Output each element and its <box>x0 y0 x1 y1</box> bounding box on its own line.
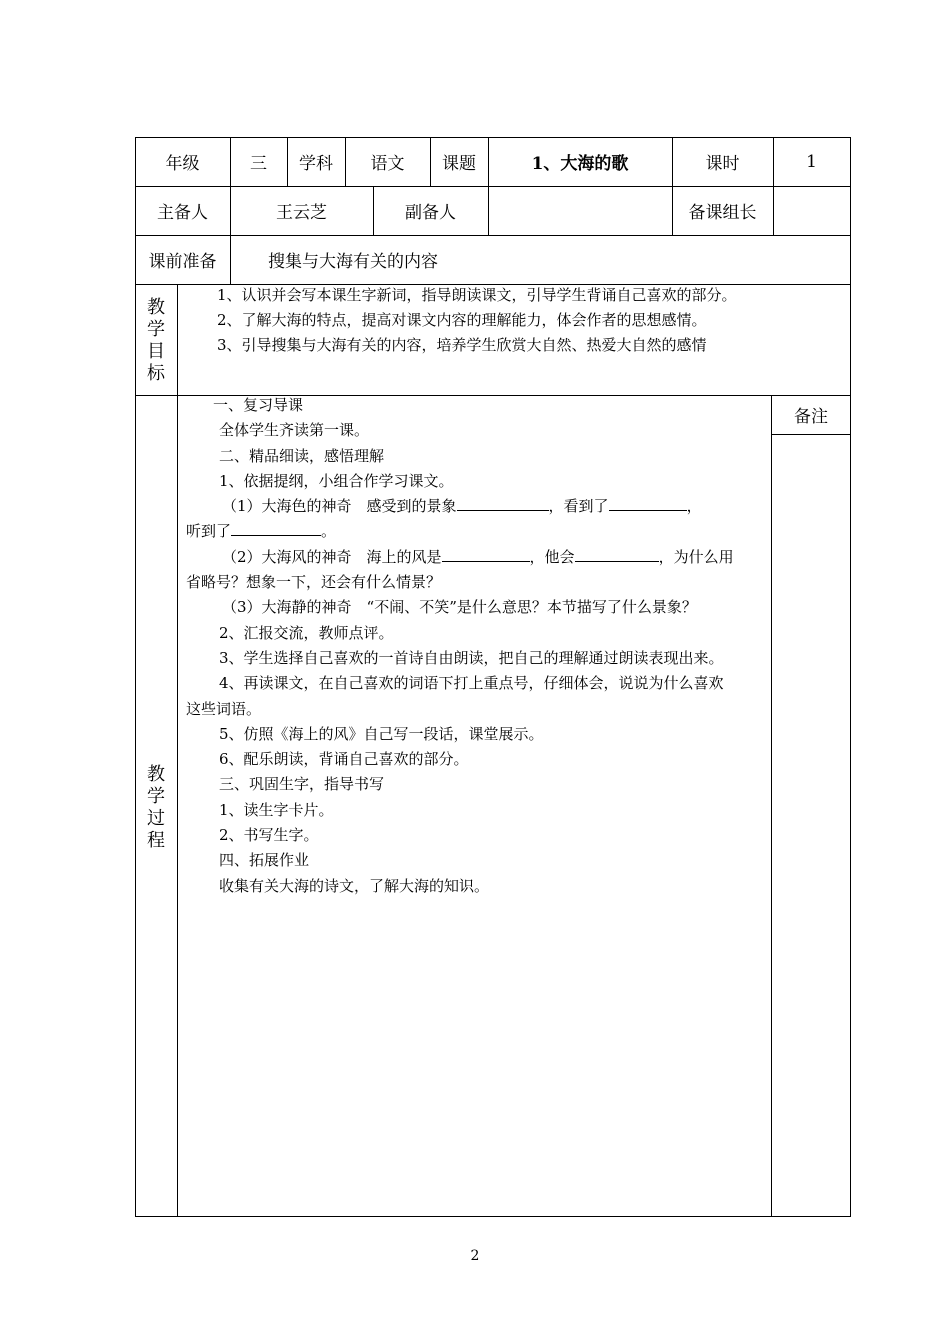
table-border-left <box>135 137 136 1217</box>
process-line: 这些词语。 <box>186 699 262 718</box>
fill-blank[interactable] <box>575 547 659 562</box>
process-line: 4、再读课文，在自己喜欢的词语下打上重点号，仔细体会，说说为什么喜欢 <box>219 674 724 693</box>
grid-v <box>771 395 772 1217</box>
process-line: 收集有关大海的诗文，了解大海的知识。 <box>219 876 490 895</box>
page-number: 2 <box>470 1248 480 1264</box>
process-line: 1、依据提纲，小组合作学习课文。 <box>219 471 454 490</box>
grid-v <box>230 235 231 284</box>
subject-value: 语文 <box>370 154 405 174</box>
process-line: 全体学生齐读第一课。 <box>219 421 370 440</box>
main-preparer-label: 主备人 <box>157 203 208 223</box>
process-line <box>186 494 768 519</box>
process-line <box>186 545 768 570</box>
group-leader-label: 备课组长 <box>688 203 757 223</box>
process-line: 3、学生选择自己喜欢的一首诗自由朗读，把自己的理解通过朗读表现出来。 <box>219 648 724 667</box>
line-text: ，他会 <box>529 547 575 566</box>
process-line: 2、书写生字。 <box>219 826 319 845</box>
period-label: 课时 <box>705 154 740 174</box>
fill-blank[interactable] <box>457 496 549 511</box>
fill-blank[interactable] <box>231 521 321 536</box>
group-leader-value <box>773 186 850 235</box>
fill-blank[interactable] <box>609 496 687 511</box>
topic-value: 1、大海的歌 <box>531 154 629 174</box>
process-line: 省略号？想象一下，还会有什么情景？ <box>186 573 442 592</box>
line-text: 。 <box>321 522 337 541</box>
line-text: （1）大海色的神奇 感受到的景象 <box>222 497 457 516</box>
grid-v <box>177 284 178 1217</box>
remarks-label: 备注 <box>794 407 828 427</box>
objective-item-1: 1、认识并会写本课生字新词，指导朗读课文，引导学生背诵自己喜欢的部分。 <box>217 286 737 304</box>
remarks-divider <box>771 434 851 435</box>
topic-label: 课题 <box>442 154 476 174</box>
process-line: 2、汇报交流，教师点评。 <box>219 623 394 642</box>
period-value: 1 <box>806 151 817 172</box>
line-text: （2）大海风的神奇 海上的风是 <box>222 547 442 566</box>
process-line: 二、精品细读，感悟理解 <box>219 446 385 465</box>
table-border-right <box>850 137 851 1217</box>
grade-label: 年级 <box>165 154 200 174</box>
line-text: ， <box>686 497 702 516</box>
process-content <box>186 393 768 899</box>
process-line: 四、拓展作业 <box>219 851 310 870</box>
process-line: 1、读生字卡片。 <box>219 800 334 819</box>
table-border-bottom <box>135 1216 851 1217</box>
process-label: 教学过程 <box>147 764 165 851</box>
objective-item-3: 3、引导搜集与大海有关的内容，培养学生欣赏大自然、热爱大自然的感情 <box>217 336 707 354</box>
preparation-label: 课前准备 <box>148 252 217 272</box>
fill-blank[interactable] <box>442 547 530 562</box>
grade-value: 三 <box>250 154 267 174</box>
deputy-preparer-label: 副备人 <box>405 203 456 223</box>
process-line: 6、配乐朗读，背诵自己喜欢的部分。 <box>219 750 469 769</box>
objectives-label: 教学目标 <box>147 297 165 384</box>
process-line: （3）大海静的神奇 “不闹、不笑”是什么意思？本节描写了什么景象？ <box>222 598 697 617</box>
objective-item-2: 2、了解大海的特点，提高对课文内容的理解能力，体会作者的思想感情。 <box>217 311 707 329</box>
process-line: 5、仿照《海上的风》自己写一段话，课堂展示。 <box>219 724 544 743</box>
line-text: ，为什么用 <box>658 547 734 566</box>
deputy-preparer-value <box>488 186 672 235</box>
process-line: 三、巩固生字，指导书写 <box>219 775 385 794</box>
line-text: 听到了 <box>186 522 232 541</box>
subject-label: 学科 <box>299 154 333 174</box>
preparation-content: 搜集与大海有关的内容 <box>268 252 438 272</box>
process-line <box>186 519 768 544</box>
process-line: 一、复习导课 <box>213 396 304 414</box>
line-text: ，看到了 <box>548 497 609 516</box>
main-preparer-value: 王云芝 <box>276 203 327 223</box>
